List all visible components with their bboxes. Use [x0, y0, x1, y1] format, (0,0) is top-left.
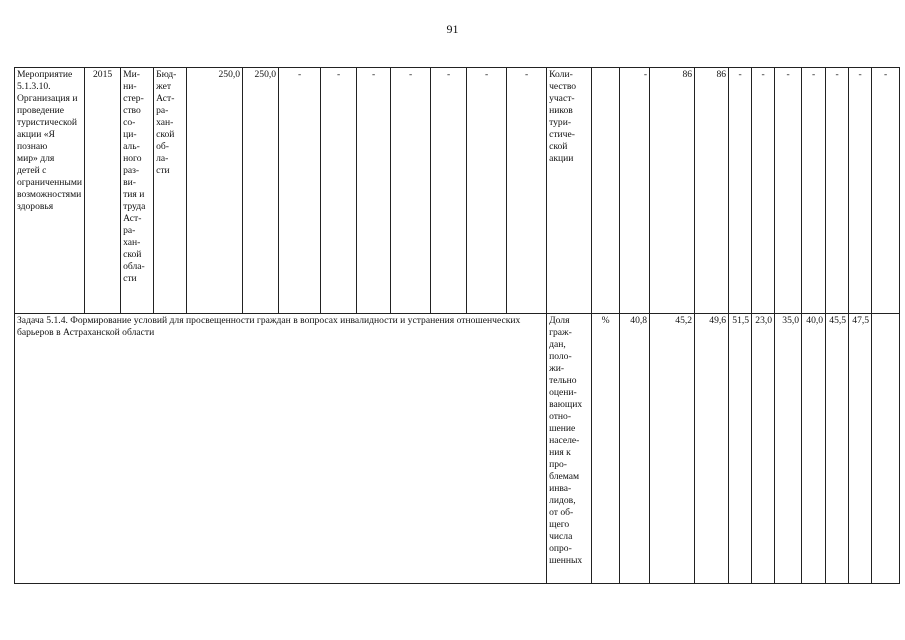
funding-source-cell: Бюд- жет Аст- ра- хан- ской об- ла- сти	[154, 68, 187, 314]
amount-year-cell: 250,0	[243, 68, 279, 314]
dash-cell: -	[826, 68, 849, 314]
task-description-cell: Задача 5.1.4. Формирование условий для просвещенности граждан в вопросах инвалидности и устранения отношенческих барьеров в Астраханской области	[15, 314, 547, 584]
dash-cell: -	[279, 68, 321, 314]
year-cell: 2015	[85, 68, 121, 314]
indicator-cell: Коли- чество участ- ников тури- стиче- ской акции	[547, 68, 592, 314]
dash-cell: -	[802, 68, 826, 314]
dash-cell: -	[467, 68, 507, 314]
value-cell: 49,6	[695, 314, 729, 584]
dash-cell: -	[775, 68, 802, 314]
value-cell: 86	[695, 68, 729, 314]
empty-cell	[872, 314, 900, 584]
dash-cell: -	[752, 68, 775, 314]
dash-cell: -	[507, 68, 547, 314]
indicator-cell: Доля граж- дан, поло- жи- тельно оцени- вающих отно- шение населе- ния к про- блемам инва- лидов, от об- щего числа опро- шенных	[547, 314, 592, 584]
value-cell: 45,2	[650, 314, 695, 584]
dash-cell: -	[321, 68, 357, 314]
dash-cell: -	[729, 68, 752, 314]
measure-name-cell: Мероприятие 5.1.3.10. Организация и проведение туристической акции «Я познаю мир» для детей с ограниченными возможностями здоровья	[15, 68, 85, 314]
program-table	[14, 67, 900, 584]
value-cell: 45,5	[826, 314, 849, 584]
base-value-cell: 40,8	[620, 314, 650, 584]
unit-cell: %	[592, 314, 620, 584]
table-row-task	[15, 314, 900, 584]
value-cell: 35,0	[775, 314, 802, 584]
executor-cell: Ми- ни- стер- ство со- ци- аль- ного раз- ви- тия и труда Аст- ра- хан- ской обла- сти	[121, 68, 154, 314]
value-cell: 47,5	[849, 314, 872, 584]
value-cell: 86	[650, 68, 695, 314]
dash-cell: -	[431, 68, 467, 314]
value-cell: 23,0	[752, 314, 775, 584]
dash-cell: -	[391, 68, 431, 314]
base-value-cell: -	[620, 68, 650, 314]
table-row-measure	[15, 68, 900, 314]
value-cell: 51,5	[729, 314, 752, 584]
unit-cell	[592, 68, 620, 314]
dash-cell: -	[872, 68, 900, 314]
amount-total-cell: 250,0	[187, 68, 243, 314]
value-cell: 40,0	[802, 314, 826, 584]
page-number: 91	[446, 22, 459, 36]
dash-cell: -	[849, 68, 872, 314]
dash-cell: -	[357, 68, 391, 314]
